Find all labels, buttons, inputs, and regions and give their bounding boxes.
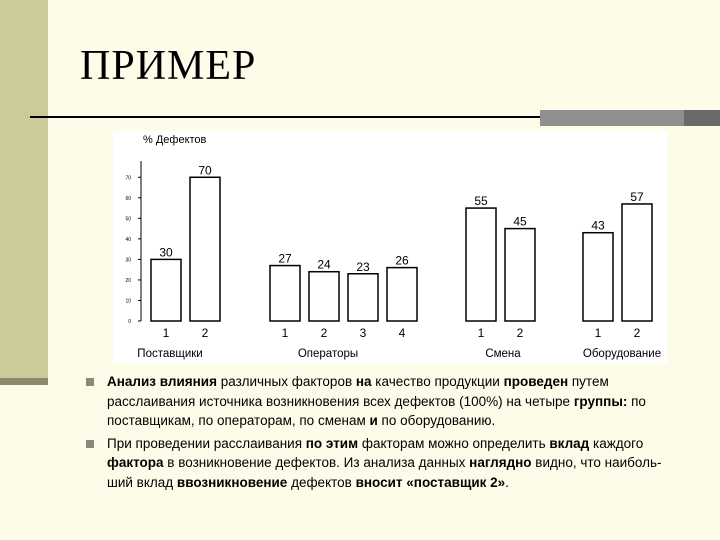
bullet-item bbox=[86, 434, 666, 493]
bar-value-label: 45 bbox=[513, 214, 527, 229]
bullet-segment: различных факторов bbox=[216, 374, 356, 389]
bullet-segment: по оборудованию. bbox=[377, 413, 496, 428]
title-rule-block-dark bbox=[684, 110, 720, 126]
bullet-segment: Анализ влияния bbox=[107, 374, 217, 389]
bullet-segment: путем расслаивания источника возникновения всех дефектов (100%) на четыре bbox=[107, 374, 609, 409]
bar-value-label: 30 bbox=[159, 245, 173, 260]
bar bbox=[270, 266, 300, 321]
bullet-list bbox=[86, 372, 666, 495]
bar-value-label: 57 bbox=[630, 189, 644, 204]
bullet-segment: по этим bbox=[305, 435, 359, 451]
bullet-text bbox=[107, 374, 646, 428]
bullet-segment: вносит «поставщик 2» bbox=[355, 474, 506, 490]
bar bbox=[190, 177, 220, 321]
x-tick-label: 3 bbox=[359, 326, 367, 340]
y-tick-label: 20 bbox=[125, 277, 131, 284]
bar-value-label: 70 bbox=[198, 163, 212, 178]
bar bbox=[622, 204, 652, 321]
x-tick-label: 1 bbox=[594, 326, 602, 340]
bar bbox=[151, 259, 181, 321]
bar bbox=[387, 268, 417, 321]
bullet-segment: группы: bbox=[573, 393, 628, 409]
bullet-segment: каждого bbox=[589, 435, 644, 451]
bar-value-label: 26 bbox=[395, 253, 409, 268]
bar bbox=[466, 208, 496, 321]
group-label: Поставщики bbox=[137, 348, 203, 360]
x-tick-label: 1 bbox=[281, 326, 289, 340]
bullet-segment: факторам можно определить bbox=[358, 435, 550, 451]
bullet-item bbox=[86, 372, 666, 431]
bar bbox=[583, 233, 613, 321]
x-tick-label: 2 bbox=[201, 326, 209, 340]
bar-value-label: 24 bbox=[317, 257, 331, 272]
bar-value-label: 23 bbox=[356, 259, 370, 274]
y-tick-label: 30 bbox=[125, 257, 131, 264]
defects-chart-svg bbox=[113, 131, 667, 363]
left-decor-band bbox=[0, 0, 48, 385]
bullet-segment: ввозникновение bbox=[176, 474, 288, 490]
bullet-square-icon bbox=[86, 440, 94, 448]
y-tick-label: 40 bbox=[125, 236, 131, 243]
title-rule-block bbox=[540, 110, 684, 126]
bullet-square-icon bbox=[86, 378, 94, 386]
y-tick-label: 10 bbox=[125, 298, 131, 305]
x-tick-label: 4 bbox=[398, 326, 406, 340]
bullet-segment: . bbox=[505, 474, 509, 490]
y-axis-label: % Дефектов bbox=[143, 134, 207, 146]
bullet-segment: на bbox=[355, 374, 372, 389]
x-tick-label: 2 bbox=[633, 326, 641, 340]
bullet-segment: по поставщикам, по операторам, по сменам bbox=[107, 393, 646, 428]
bullet-segment: качество продукции bbox=[371, 374, 504, 389]
x-tick-label: 2 bbox=[516, 326, 524, 340]
bullet-segment: видно, что наиболь-ший вклад bbox=[107, 455, 662, 490]
title-rule bbox=[30, 116, 540, 118]
bullet-text bbox=[107, 436, 662, 490]
bar bbox=[309, 272, 339, 321]
bullet-segment: фактора bbox=[107, 455, 164, 470]
bar bbox=[348, 274, 378, 321]
y-tick-label: 0 bbox=[128, 319, 131, 325]
bar-value-label: 27 bbox=[278, 251, 292, 266]
x-tick-label: 1 bbox=[162, 326, 170, 340]
y-tick-label: 50 bbox=[125, 216, 131, 223]
bullet-segment: При проведении расслаивания bbox=[107, 435, 306, 451]
bullet-segment: в возникновение дефектов. Из анализа данных bbox=[163, 455, 470, 470]
bar-value-label: 55 bbox=[474, 194, 488, 209]
x-tick-label: 1 bbox=[477, 326, 485, 340]
bullet-segment: наглядно bbox=[469, 455, 532, 470]
left-decor-band-base bbox=[0, 378, 48, 385]
bullet-segment: проведен bbox=[503, 374, 569, 389]
y-tick-label: 60 bbox=[125, 195, 131, 202]
y-tick-label: 70 bbox=[125, 175, 131, 182]
group-label: Оборудование bbox=[582, 348, 662, 360]
x-tick-label: 2 bbox=[320, 326, 328, 340]
slide-title: ПРИМЕР bbox=[80, 43, 257, 89]
bullet-segment: дефектов bbox=[287, 474, 356, 490]
group-label: Операторы bbox=[297, 348, 359, 360]
bar-value-label: 43 bbox=[591, 218, 605, 233]
defects-chart bbox=[113, 131, 667, 363]
group-label: Смена bbox=[485, 348, 521, 360]
bullet-segment: вклад bbox=[549, 435, 590, 451]
bullet-segment: и bbox=[369, 413, 378, 428]
bar bbox=[505, 229, 535, 321]
